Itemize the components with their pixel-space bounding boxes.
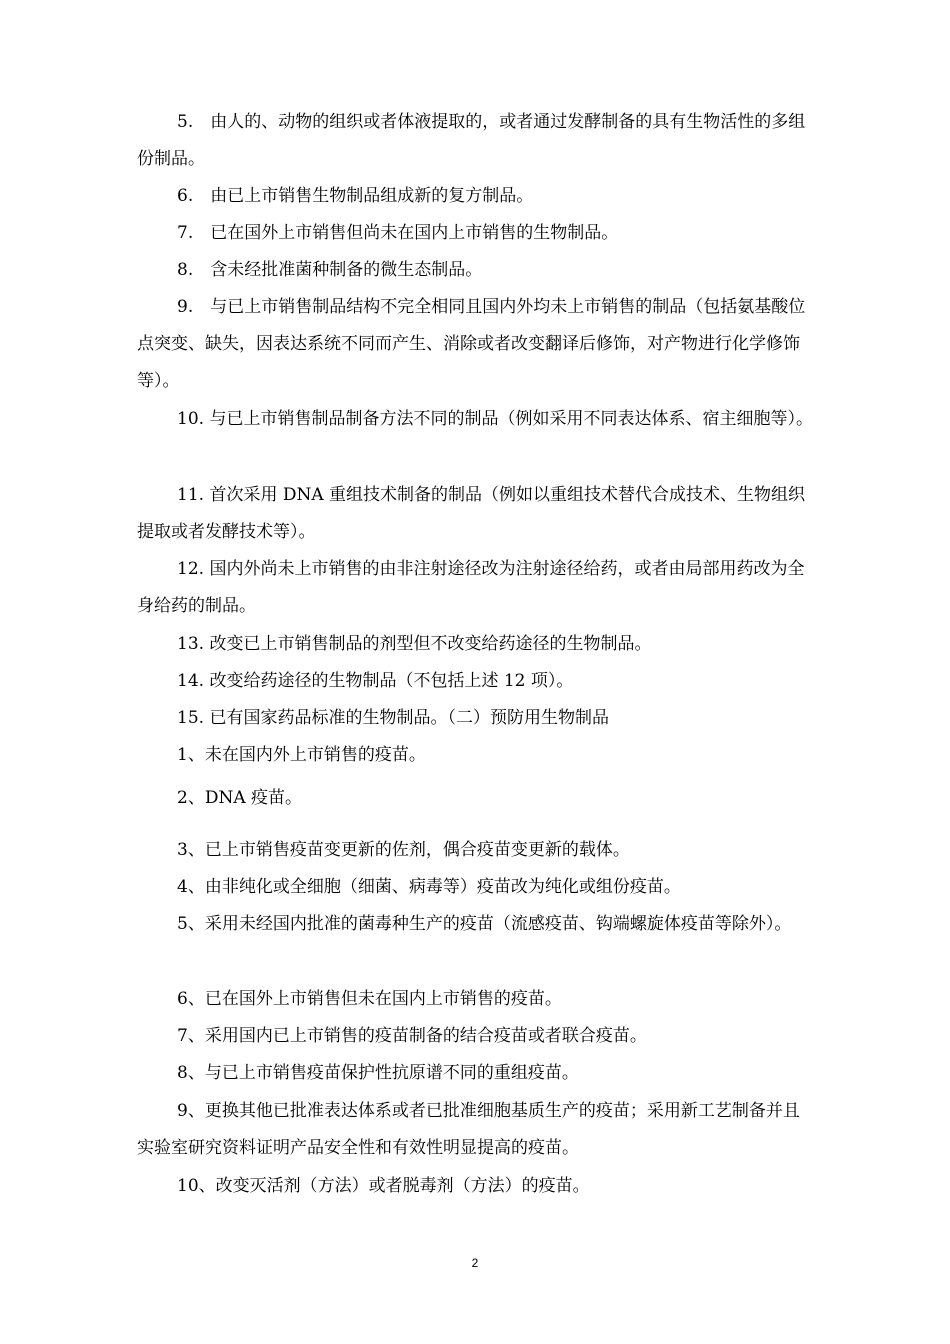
paragraph: 12. 国内外尚未上市销售的由非注射途径改为注射途径给药，或者由局部用药改为全身给药的制品。 [137, 559, 805, 616]
paragraph: 4、由非纯化或全细胞（细菌、病毒等）疫苗改为纯化或组份疫苗。 [177, 877, 681, 897]
paragraph: 1、未在国内外上市销售的疫苗。 [177, 745, 426, 765]
paragraph: 2、DNA 疫苗。 [177, 788, 303, 808]
paragraph: 3、已上市销售疫苗变更新的佐剂，偶合疫苗变更新的载体。 [177, 840, 630, 860]
paragraph: 10、改变灭活剂（方法）或者脱毒剂（方法）的疫苗。 [177, 1176, 590, 1196]
paragraph: 10. 与已上市销售制品制备方法不同的制品（例如采用不同表达体系、宿主细胞等）。 [177, 409, 813, 429]
paragraph: 7. 已在国外上市销售但尚未在国内上市销售的生物制品。 [177, 223, 619, 243]
paragraph: 8、与已上市销售疫苗保护性抗原谱不同的重组疫苗。 [177, 1063, 579, 1083]
page-number: 2 [471, 1256, 479, 1270]
paragraph: 6、已在国外上市销售但未在国内上市销售的疫苗。 [177, 989, 562, 1009]
paragraph: 6. 由已上市销售生物制品组成新的复方制品。 [177, 186, 534, 206]
paragraph: 5. 由人的、动物的组织或者体液提取的，或者通过发酵制备的具有生物活性的多组份制品。 [137, 112, 806, 169]
paragraph: 14. 改变给药途径的生物制品（不包括上述 12 项）。 [177, 671, 574, 691]
paragraph: 11. 首次采用 DNA 重组技术制备的制品（例如以重组技术替代合成技术、生物组织提取或者发酵技术等）。 [137, 485, 806, 542]
paragraph: 9、更换其他已批准表达体系或者已批准细胞基质生产的疫苗；采用新工艺制备并且实验室研究资料证明产品安全性和有效性明显提高的疫苗。 [137, 1101, 800, 1158]
paragraph: 5、采用未经国内批准的菌毒种生产的疫苗（流感疫苗、钩端螺旋体疫苗等除外）。 [177, 914, 792, 934]
paragraph: 7、采用国内已上市销售的疫苗制备的结合疫苗或者联合疫苗。 [177, 1026, 647, 1046]
paragraph: 15. 已有国家药品标准的生物制品。（二）预防用生物制品 [177, 708, 609, 728]
paragraph: 9. 与已上市销售制品结构不完全相同且国内外均未上市销售的制品（包括氨基酸位点突变、缺失，因表达系统不同而产生、消除或者改变翻译后修饰，对产物进行化学修饰等）。 [137, 297, 806, 391]
paragraph: 13. 改变已上市销售制品的剂型但不改变给药途径的生物制品。 [177, 634, 652, 654]
paragraph: 8. 含未经批准菌种制备的微生态制品。 [177, 260, 483, 280]
